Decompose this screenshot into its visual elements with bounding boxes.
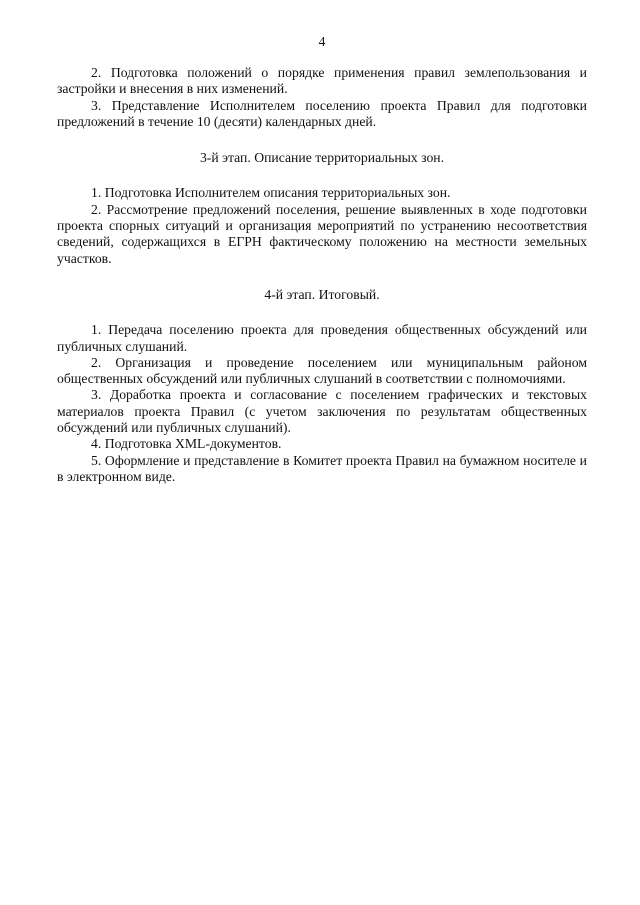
stage4-item-1: 1. Передача поселению проекта для проведения общественных обсуждений или публичных слушаний. xyxy=(57,322,587,354)
stage4-item-3: 3. Доработка проекта и согласование с поселением графических и текстовых материалов проекта Правил (с учетом заключения по результатам общественных обсуждений или публичных слушаний). xyxy=(57,387,587,436)
document-body xyxy=(57,65,587,485)
stage4-heading: 4-й этап. Итоговый. xyxy=(264,286,380,302)
stage3-item-1: 1. Подготовка Исполнителем описания территориальных зон. xyxy=(91,185,451,201)
stage2-item-2: 2. Подготовка положений о порядке применения правил землепользования и застройки и внесения в них изменений. xyxy=(57,65,587,97)
stage4-item-5: 5. Оформление и представление в Комитет проекта Правил на бумажном носителе и в электронном виде. xyxy=(57,452,587,484)
stage3-heading: 3-й этап. Описание территориальных зон. xyxy=(199,150,445,166)
stage3-item-2: 2. Рассмотрение предложений поселения, решение выявленных в ходе подготовки проекта спорных ситуаций и организация мероприятий по устранению несоответствия сведений, содержащихся в ЕГРН фактическому положению на местности земельных участков. xyxy=(57,201,587,266)
stage2-item-3: 3. Представление Исполнителем поселению проекта Правил для подготовки предложений в течение 10 (десяти) календарных дней. xyxy=(57,97,587,129)
page-number: 4 xyxy=(318,34,326,49)
stage4-item-2: 2. Организация и проведение поселением или муниципальным районом общественных обсуждений или публичных слушаний в соответствии с полномочиями. xyxy=(57,354,587,387)
stage4-item-4: 4. Подготовка XML-документов. xyxy=(91,436,282,452)
